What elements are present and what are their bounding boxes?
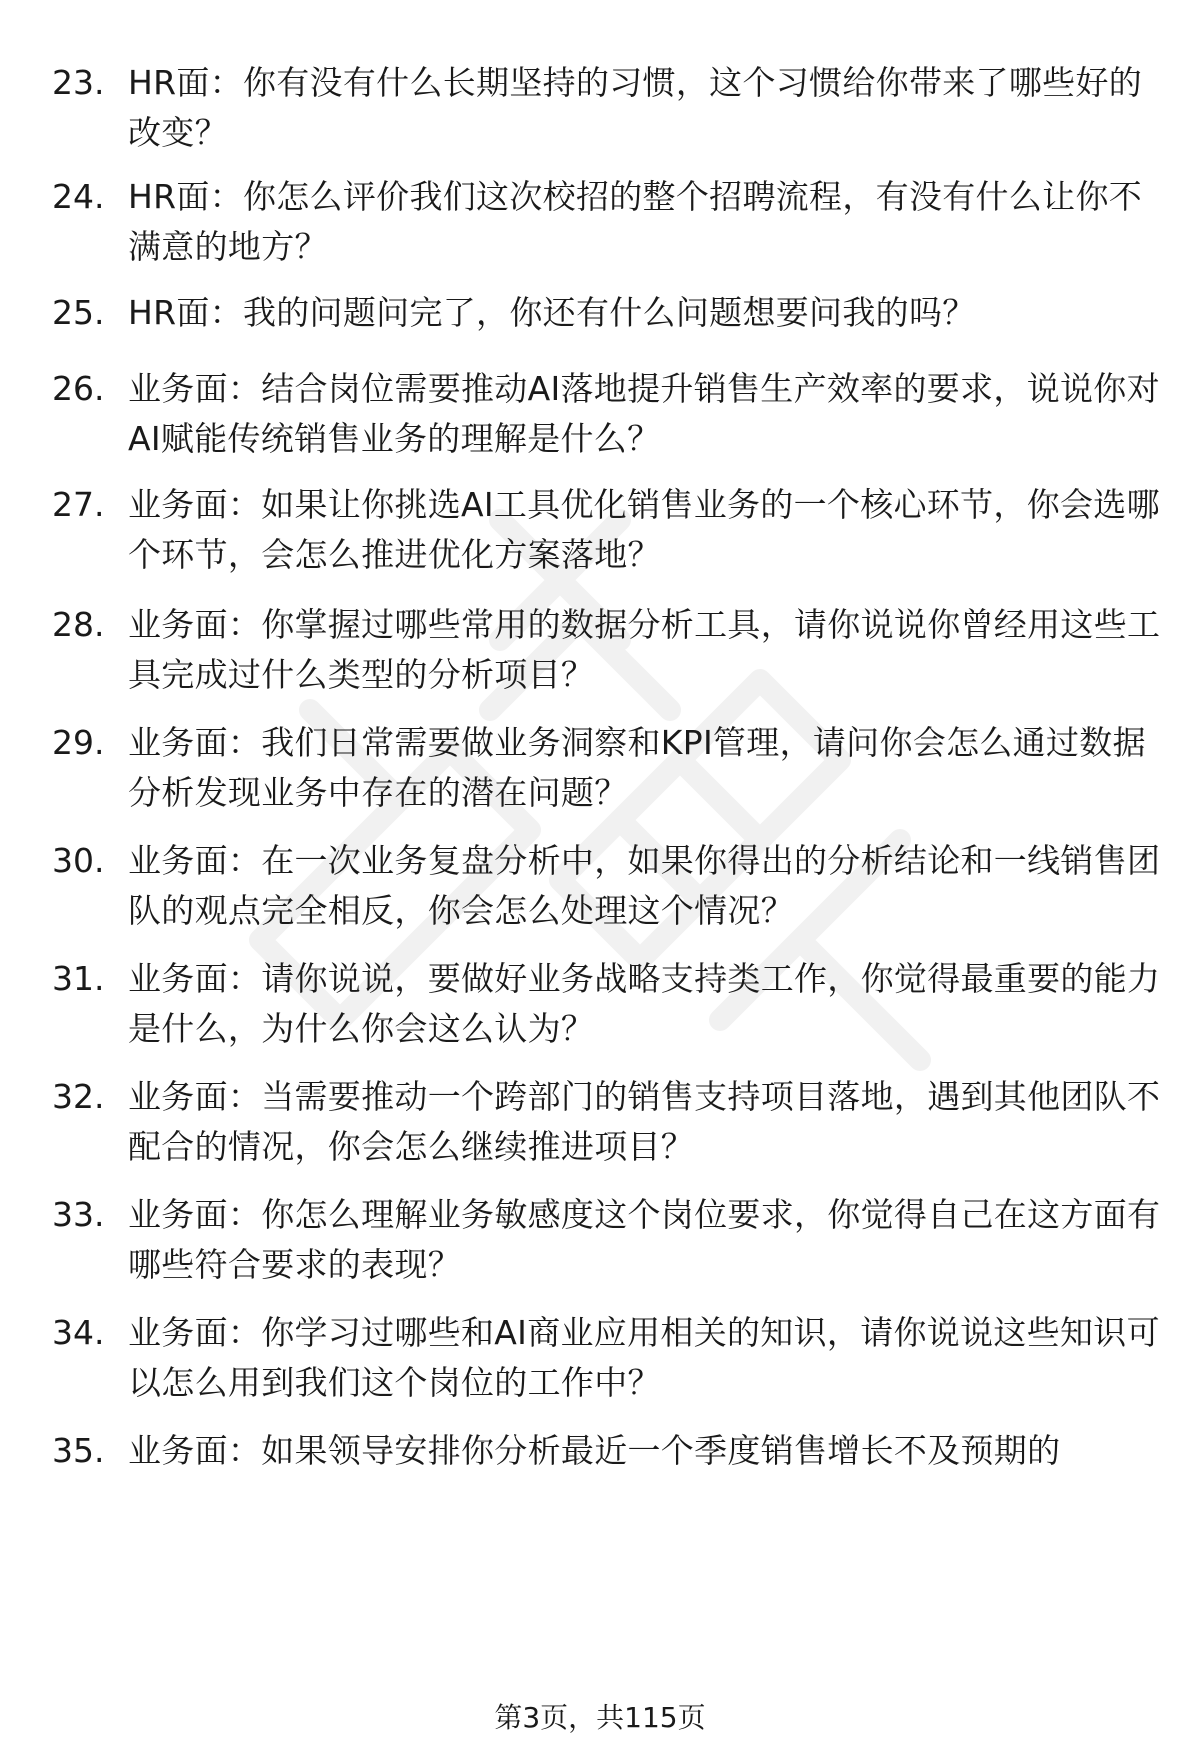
question-item [0, 718, 1200, 828]
question-text: 业务面：当需要推动一个跨部门的销售支持项目落地，遇到其他团队不配合的情况，你会怎么继续推进项目？ [128, 1077, 1161, 1166]
question-number: 32. [52, 1077, 105, 1116]
question-number: 24. [52, 177, 105, 216]
question-item [0, 954, 1200, 1064]
question-number: 30. [52, 841, 105, 880]
question-text: 业务面：在一次业务复盘分析中，如果你得出的分析结论和一线销售团队的观点完全相反，你会怎么处理这个情况？ [128, 841, 1161, 930]
question-item [0, 836, 1200, 946]
question-text: 业务面：如果让你挑选AI工具优化销售业务的一个核心环节，你会选哪个环节，会怎么推进优化方案落地？ [128, 485, 1160, 574]
question-text: 业务面：我们日常需要做业务洞察和KPI管理，请问你会怎么通过数据分析发现业务中存在的潜在问题？ [128, 723, 1146, 812]
page-number: 第3页，共115页 [494, 1701, 706, 1734]
question-item [0, 1308, 1200, 1418]
question-item [0, 58, 1200, 168]
question-text: 业务面：你学习过哪些和AI商业应用相关的知识，请你说说这些知识可以怎么用到我们这个岗位的工作中？ [128, 1313, 1160, 1402]
question-number: 31. [52, 959, 105, 998]
question-text: HR面：你怎么评价我们这次校招的整个招聘流程，有没有什么让你不满意的地方？ [128, 177, 1143, 266]
question-number: 25. [52, 293, 105, 332]
question-number: 26. [52, 369, 105, 408]
question-item [0, 480, 1200, 590]
question-item [0, 364, 1200, 474]
question-text: 业务面：你掌握过哪些常用的数据分析工具，请你说说你曾经用这些工具完成过什么类型的分析项目？ [128, 605, 1161, 694]
question-item [0, 1190, 1200, 1300]
question-number: 34. [52, 1313, 105, 1352]
question-number: 29. [52, 723, 105, 762]
question-text: HR面：我的问题问完了，你还有什么问题想要问我的吗？ [128, 293, 976, 332]
question-text: 业务面：请你说说，要做好业务战略支持类工作，你觉得最重要的能力是什么，为什么你会这么认为？ [128, 959, 1161, 1048]
question-text: 业务面：结合岗位需要推动AI落地提升销售生产效率的要求，说说你对AI赋能传统销售业务的理解是什么？ [128, 369, 1160, 458]
question-item [0, 600, 1200, 710]
question-number: 33. [52, 1195, 105, 1234]
question-text: HR面：你有没有什么长期坚持的习惯，这个习惯给你带来了哪些好的改变？ [128, 63, 1143, 152]
question-text: 业务面：如果领导安排你分析最近一个季度销售增长不及预期的 [128, 1431, 1061, 1470]
question-text: 业务面：你怎么理解业务敏感度这个岗位要求，你觉得自己在这方面有哪些符合要求的表现？ [128, 1195, 1161, 1284]
question-number: 27. [52, 485, 105, 524]
question-item [0, 172, 1200, 282]
question-item [0, 1426, 1200, 1536]
question-number: 28. [52, 605, 105, 644]
question-number: 23. [52, 63, 105, 102]
question-number: 35. [52, 1431, 105, 1470]
question-item [0, 1072, 1200, 1182]
